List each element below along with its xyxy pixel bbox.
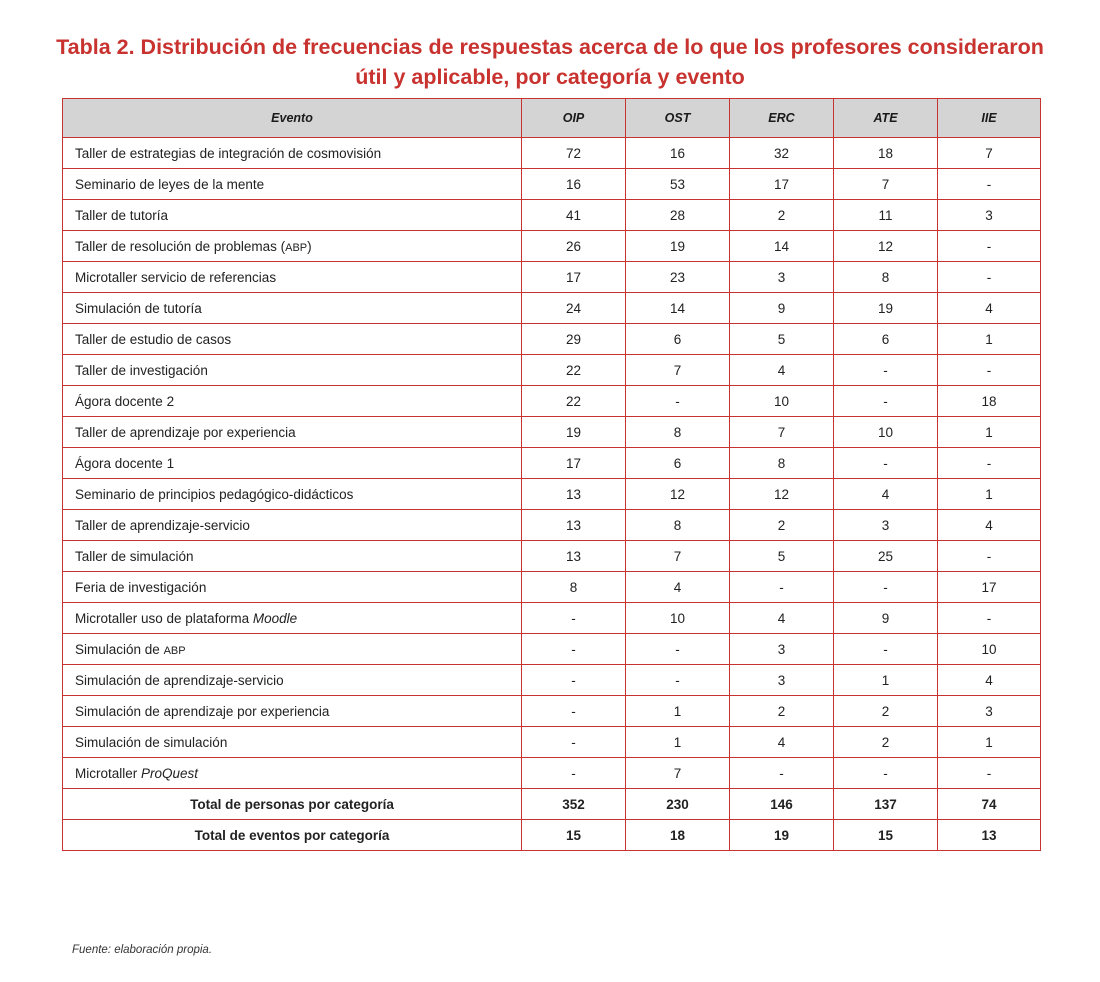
event-name-part: Taller de resolución de problemas ( [75, 238, 286, 254]
value-cell: 9 [834, 603, 938, 634]
value-cell: 32 [730, 138, 834, 169]
value-cell: - [834, 634, 938, 665]
value-cell: - [626, 665, 730, 696]
value-cell: 4 [626, 572, 730, 603]
event-name-cell [63, 479, 522, 510]
column-header-evento: Evento [63, 99, 522, 138]
event-name-part: Taller de simulación [75, 548, 194, 564]
value-cell: 22 [522, 386, 626, 417]
table-row [63, 231, 1041, 262]
value-cell: 3 [938, 696, 1041, 727]
table-row [63, 665, 1041, 696]
value-cell: 8 [730, 448, 834, 479]
table-header [63, 99, 1041, 138]
value-cell: 10 [938, 634, 1041, 665]
value-cell: 10 [834, 417, 938, 448]
value-cell: 17 [522, 448, 626, 479]
value-cell: 7 [626, 355, 730, 386]
value-cell: - [834, 758, 938, 789]
value-cell: 3 [730, 634, 834, 665]
value-cell: - [834, 572, 938, 603]
table-row [63, 293, 1041, 324]
value-cell: - [938, 541, 1041, 572]
value-cell: - [834, 448, 938, 479]
event-name-cell [63, 324, 522, 355]
value-cell: 26 [522, 231, 626, 262]
value-cell: 1 [626, 696, 730, 727]
value-cell: 4 [730, 355, 834, 386]
event-name-cell [63, 541, 522, 572]
value-cell: 53 [626, 169, 730, 200]
table-title-line-1: Tabla 2. Distribución de frecuencias de respuestas acerca de lo que los profesores consideraron [56, 35, 1044, 59]
value-cell: 25 [834, 541, 938, 572]
value-cell: 5 [730, 541, 834, 572]
value-cell: - [522, 665, 626, 696]
table-row [63, 448, 1041, 479]
value-cell: 16 [522, 169, 626, 200]
event-name-part: Moodle [252, 610, 298, 626]
table-row [63, 727, 1041, 758]
value-cell: 6 [834, 324, 938, 355]
total-row [63, 820, 1041, 851]
frequency-table [62, 98, 1041, 851]
column-header-oip: OIP [522, 99, 626, 138]
value-cell: 17 [730, 169, 834, 200]
value-cell: 3 [730, 665, 834, 696]
value-cell: 17 [938, 572, 1041, 603]
value-cell: 14 [626, 293, 730, 324]
value-cell: - [522, 696, 626, 727]
value-cell: - [834, 355, 938, 386]
total-label-cell: Total de personas por categoría [63, 789, 522, 820]
event-name-part: Taller de investigación [75, 362, 208, 378]
value-cell: - [730, 758, 834, 789]
value-cell: 2 [730, 200, 834, 231]
event-name-part: Simulación de [75, 641, 164, 657]
value-cell: 1 [938, 727, 1041, 758]
value-cell: 3 [938, 200, 1041, 231]
total-label-cell: Total de eventos por categoría [63, 820, 522, 851]
value-cell: 8 [834, 262, 938, 293]
value-cell: 17 [522, 262, 626, 293]
value-cell: - [522, 727, 626, 758]
value-cell: 18 [938, 386, 1041, 417]
table-row [63, 355, 1041, 386]
event-name-part: Microtaller servicio de referencias [75, 269, 277, 285]
value-cell: 24 [522, 293, 626, 324]
value-cell: 4 [730, 603, 834, 634]
event-name-part: Ágora docente 2 [75, 393, 175, 409]
value-cell: - [522, 603, 626, 634]
total-value-cell: 15 [834, 820, 938, 851]
value-cell: - [938, 603, 1041, 634]
event-name-cell [63, 510, 522, 541]
event-name-part: Simulación de simulación [75, 734, 228, 750]
source-note: Fuente: elaboración propia. [72, 944, 213, 956]
value-cell: 1 [834, 665, 938, 696]
event-name-cell [63, 603, 522, 634]
total-value-cell: 74 [938, 789, 1041, 820]
total-value-cell: 137 [834, 789, 938, 820]
event-name-part: Taller de estudio de casos [75, 331, 232, 347]
total-row [63, 789, 1041, 820]
value-cell: 7 [730, 417, 834, 448]
value-cell: 7 [626, 541, 730, 572]
value-cell: 12 [834, 231, 938, 262]
table-row [63, 603, 1041, 634]
total-value-cell: 15 [522, 820, 626, 851]
table-row [63, 417, 1041, 448]
total-value-cell: 18 [626, 820, 730, 851]
value-cell: - [938, 448, 1041, 479]
value-cell: 19 [522, 417, 626, 448]
value-cell: 10 [730, 386, 834, 417]
value-cell: 19 [834, 293, 938, 324]
table-row [63, 386, 1041, 417]
total-value-cell: 146 [730, 789, 834, 820]
event-name-cell [63, 138, 522, 169]
value-cell: 4 [938, 665, 1041, 696]
value-cell: 3 [834, 510, 938, 541]
value-cell: 6 [626, 324, 730, 355]
column-header-ate: ATE [834, 99, 938, 138]
event-name-cell [63, 386, 522, 417]
value-cell: 13 [522, 541, 626, 572]
table-row [63, 479, 1041, 510]
table-title [40, 32, 1060, 92]
value-cell: - [522, 634, 626, 665]
value-cell: 1 [938, 479, 1041, 510]
event-name-cell [63, 634, 522, 665]
value-cell: - [938, 231, 1041, 262]
value-cell: 12 [626, 479, 730, 510]
value-cell: 5 [730, 324, 834, 355]
event-name-part: Taller de aprendizaje por experiencia [75, 424, 296, 440]
table-row [63, 262, 1041, 293]
value-cell: - [522, 758, 626, 789]
event-name-part: Taller de tutoría [75, 207, 169, 223]
event-name-cell [63, 417, 522, 448]
value-cell: 1 [938, 324, 1041, 355]
value-cell: - [834, 386, 938, 417]
value-cell: 23 [626, 262, 730, 293]
total-value-cell: 352 [522, 789, 626, 820]
value-cell: 14 [730, 231, 834, 262]
total-value-cell: 230 [626, 789, 730, 820]
event-name-part: Ágora docente 1 [75, 455, 175, 471]
value-cell: - [730, 572, 834, 603]
total-value-cell: 13 [938, 820, 1041, 851]
value-cell: - [938, 758, 1041, 789]
value-cell: 2 [730, 510, 834, 541]
event-name-part: Microtaller uso de plataforma [75, 610, 253, 626]
event-name-part: Taller de aprendizaje-servicio [75, 517, 250, 533]
value-cell: 19 [626, 231, 730, 262]
event-name-part: Simulación de aprendizaje por experiencia [75, 703, 330, 719]
value-cell: 10 [626, 603, 730, 634]
event-name-part: ABP [285, 241, 308, 254]
table-row [63, 200, 1041, 231]
value-cell: - [626, 634, 730, 665]
value-cell: 1 [626, 727, 730, 758]
value-cell: 13 [522, 479, 626, 510]
table-body [63, 138, 1041, 851]
event-name-cell [63, 355, 522, 386]
value-cell: 8 [626, 417, 730, 448]
value-cell: 2 [834, 696, 938, 727]
column-header-erc: ERC [730, 99, 834, 138]
value-cell: 7 [938, 138, 1041, 169]
event-name-part: Simulación de aprendizaje-servicio [75, 672, 284, 688]
value-cell: 11 [834, 200, 938, 231]
value-cell: 12 [730, 479, 834, 510]
table-row [63, 541, 1041, 572]
table-row [63, 634, 1041, 665]
event-name-part: Microtaller [75, 765, 142, 781]
value-cell: 22 [522, 355, 626, 386]
event-name-part: Taller de estrategias de integración de cosmovisión [75, 145, 382, 161]
value-cell: 4 [938, 510, 1041, 541]
value-cell: - [626, 386, 730, 417]
event-name-cell [63, 169, 522, 200]
value-cell: - [938, 355, 1041, 386]
value-cell: 4 [938, 293, 1041, 324]
event-name-part: Seminario de leyes de la mente [75, 176, 265, 192]
event-name-cell [63, 262, 522, 293]
value-cell: - [938, 262, 1041, 293]
event-name-cell [63, 758, 522, 789]
event-name-cell [63, 200, 522, 231]
value-cell: 8 [626, 510, 730, 541]
column-header-iie: IIE [938, 99, 1041, 138]
table-row [63, 758, 1041, 789]
event-name-part: ProQuest [141, 765, 199, 781]
column-header-ost: OST [626, 99, 730, 138]
event-name-cell [63, 231, 522, 262]
event-name-part: Simulación de tutoría [75, 300, 202, 316]
value-cell: - [938, 169, 1041, 200]
value-cell: 29 [522, 324, 626, 355]
value-cell: 9 [730, 293, 834, 324]
event-name-cell [63, 448, 522, 479]
event-name-cell [63, 293, 522, 324]
value-cell: 72 [522, 138, 626, 169]
event-name-cell [63, 696, 522, 727]
table-row [63, 169, 1041, 200]
value-cell: 16 [626, 138, 730, 169]
table-row [63, 696, 1041, 727]
value-cell: 4 [730, 727, 834, 758]
event-name-part: Seminario de principios pedagógico-didácticos [75, 486, 354, 502]
event-name-cell [63, 665, 522, 696]
event-name-part: ) [307, 238, 312, 254]
value-cell: 13 [522, 510, 626, 541]
value-cell: 7 [626, 758, 730, 789]
value-cell: 28 [626, 200, 730, 231]
value-cell: 18 [834, 138, 938, 169]
table-row [63, 510, 1041, 541]
value-cell: 1 [938, 417, 1041, 448]
value-cell: 2 [834, 727, 938, 758]
value-cell: 41 [522, 200, 626, 231]
event-name-cell [63, 727, 522, 758]
value-cell: 7 [834, 169, 938, 200]
value-cell: 2 [730, 696, 834, 727]
event-name-cell [63, 572, 522, 603]
table-row [63, 138, 1041, 169]
table-title-line-2: útil y aplicable, por categoría y evento [355, 65, 745, 89]
header-row [63, 99, 1041, 138]
total-value-cell: 19 [730, 820, 834, 851]
value-cell: 4 [834, 479, 938, 510]
value-cell: 8 [522, 572, 626, 603]
event-name-part: ABP [163, 644, 186, 657]
event-name-part: Feria de investigación [75, 579, 207, 595]
value-cell: 6 [626, 448, 730, 479]
table-row [63, 324, 1041, 355]
table-row [63, 572, 1041, 603]
value-cell: 3 [730, 262, 834, 293]
